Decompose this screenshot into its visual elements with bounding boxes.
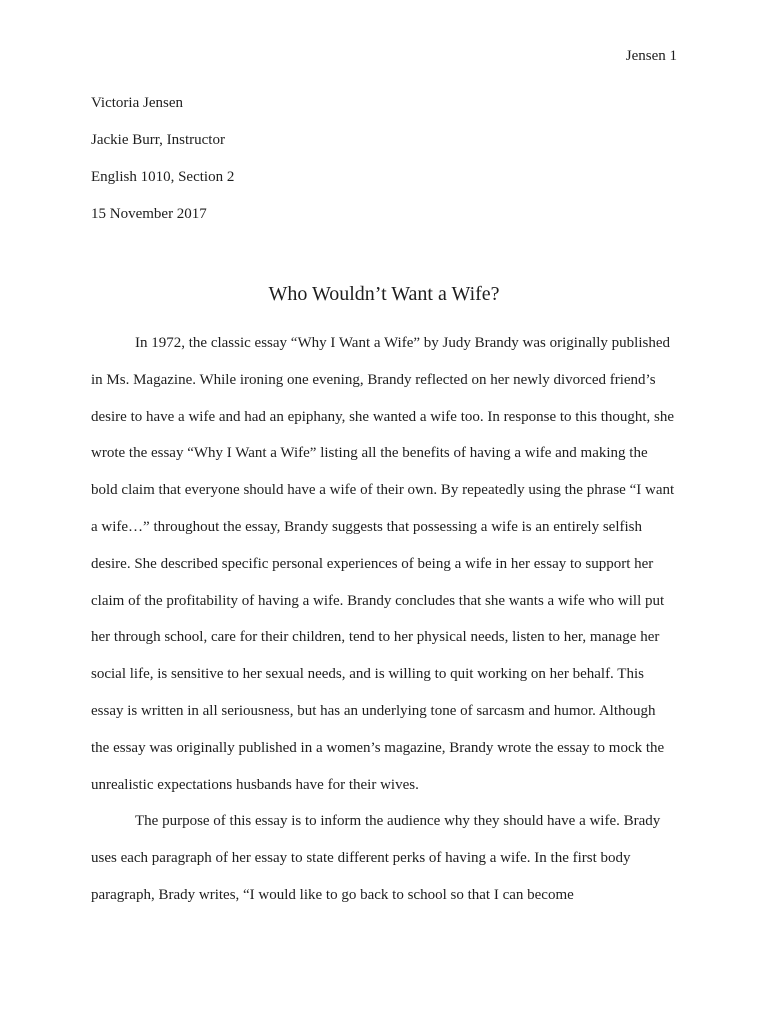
paragraph-1-line: essay is written in all seriousness, but has an underlying tone of sarcasm and humor. Although <box>91 702 656 719</box>
paragraph-1-line: wrote the essay “Why I Want a Wife” listing all the benefits of having a wife and making the <box>91 445 648 462</box>
paragraph-2-line: uses each paragraph of her essay to state different perks of having a wife. In the first body <box>91 850 631 867</box>
paragraph-1-line: desire. She described specific personal experiences of being a wife in her essay to support her <box>91 555 654 572</box>
paragraph-1-line: the essay was originally published in a women’s magazine, Brandy wrote the essay to mock the <box>91 739 665 756</box>
essay-title: Who Wouldn’t Want a Wife? <box>268 283 500 305</box>
course-name: English 1010, Section 2 <box>91 169 235 185</box>
author-name: Victoria Jensen <box>91 95 183 111</box>
paragraph-1-line: social life, is sensitive to her sexual needs, and is willing to quit working on her behalf. This <box>91 666 644 683</box>
paragraph-1-line: in Ms. Magazine. While ironing one evening, Brandy reflected on her newly divorced friend’s <box>91 371 656 388</box>
paragraph-1-line: In 1972, the classic essay “Why I Want a Wife” by Judy Brandy was originally published <box>135 335 671 351</box>
instructor-name: Jackie Burr, Instructor <box>91 132 225 148</box>
paragraph-1-line: bold claim that everyone should have a wife of their own. By repeatedly using the phrase “I want <box>91 482 675 499</box>
paragraph-2-line: paragraph, Brady writes, “I would like to go back to school so that I can become <box>91 886 574 903</box>
paragraph-1-line: her through school, care for their children, tend to her physical needs, listen to her, manage her <box>91 629 660 646</box>
mla-heading <box>91 93 681 241</box>
running-head: Jensen 1 <box>625 48 677 64</box>
paragraph-1-line: unrealistic expectations husbands have for their wives. <box>91 776 419 793</box>
essay-body <box>91 333 691 922</box>
essay-date: 15 November 2017 <box>91 206 207 222</box>
paragraph-2-line: The purpose of this essay is to inform the audience why they should have a wife. Brady <box>135 813 661 830</box>
paragraph-1-line: claim of the profitability of having a wife. Brandy concludes that she wants a wife who will put <box>91 592 665 609</box>
paragraph-1-line: a wife…” throughout the essay, Brandy suggests that possessing a wife is an entirely selfish <box>91 518 643 535</box>
paragraph-1-line: desire to have a wife and had an epiphany, she wanted a wife too. In response to this thought, she <box>91 408 675 425</box>
